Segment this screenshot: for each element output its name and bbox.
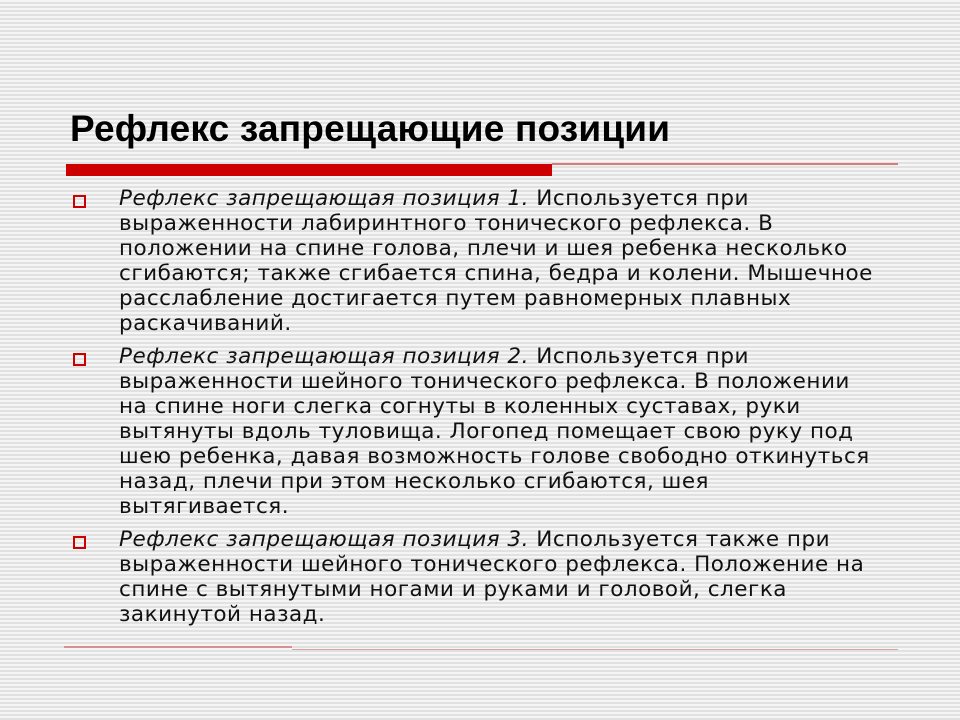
square-bullet-icon — [73, 536, 86, 549]
list-item — [73, 186, 873, 336]
list-item-text — [119, 344, 873, 519]
list-item — [73, 527, 873, 627]
square-bullet-icon — [73, 195, 86, 208]
list-item-body: Используется при выраженности шейного тонического рефлекса. В положении на спине ноги слегка согнуты в коленных суставах, руки вытянуты вдоль туловища. Логопед помещает свою руку под шею ребенка, давая возможность голове свободно откинуться назад, плечи при этом несколько сгибаются, шея вытягивается. — [119, 344, 870, 519]
list-item — [73, 344, 873, 519]
list-item-body: Используется также при выраженности шейного тонического рефлекса. Положение на спине с вытянутыми ногами и руками и головой, слегка закинутой назад. — [119, 527, 865, 627]
list-item-text — [119, 527, 873, 627]
footer-divider-left — [64, 646, 292, 648]
square-bullet-icon — [73, 353, 86, 366]
slide-title: Рефлекс запрещающие позиции — [70, 108, 671, 149]
list-item-lead: Рефлекс запрещающая позиция 1. — [119, 186, 529, 211]
footer-divider-right — [292, 649, 898, 650]
list-item-text — [119, 186, 873, 336]
title-divider-line — [552, 163, 898, 165]
list-item-lead: Рефлекс запрещающая позиция 3. — [119, 527, 529, 552]
list-item-body: Используется при выраженности лабиринтного тонического рефлекса. В положении на спине голова, плечи и шея ребенка несколько сгибаются; также сгибается спина, бедра и колени. Мышечное расслабление достигается путем равномерных плавных раскачиваний. — [119, 186, 873, 336]
list-item-lead: Рефлекс запрещающая позиция 2. — [119, 344, 529, 369]
title-accent-bar — [66, 164, 552, 176]
bullet-list — [73, 186, 873, 635]
